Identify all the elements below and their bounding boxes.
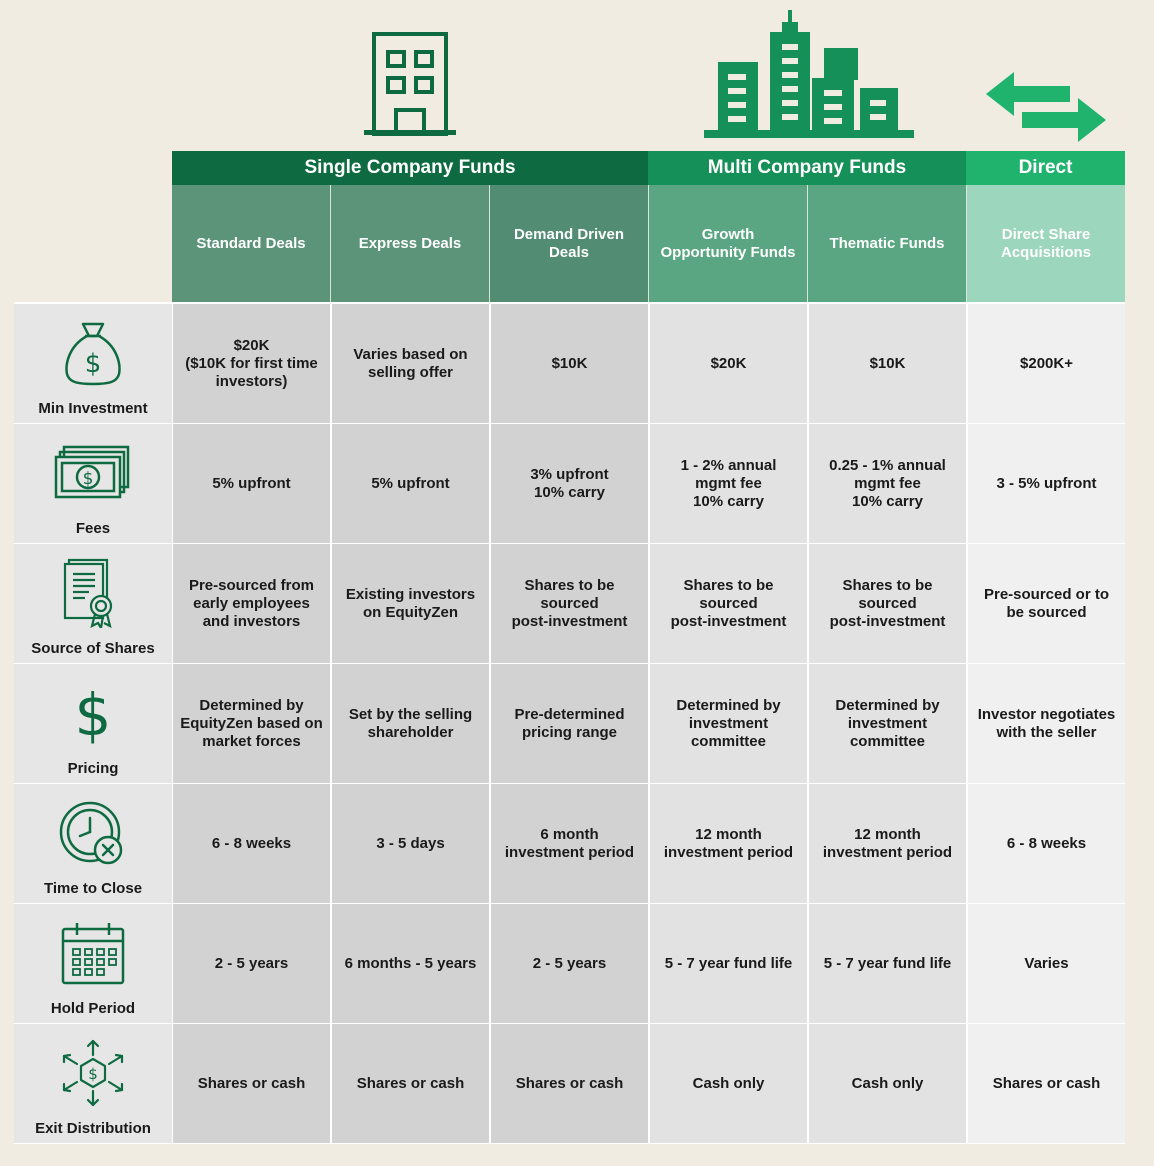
clock-icon <box>14 798 172 868</box>
column-growth-opportunity-funds: Growth Opportunity Funds <box>649 185 807 302</box>
cell-min-investment-demand: $10K <box>491 304 648 423</box>
cell-exit-growth: Cash only <box>650 1024 807 1143</box>
group-label: Multi Company Funds <box>707 157 907 178</box>
svg-text:$: $ <box>74 681 112 745</box>
row-label-source-of-shares <box>14 544 172 663</box>
distribution-icon <box>14 1038 172 1108</box>
group-single-company-funds <box>172 151 648 185</box>
column-thematic-funds: Thematic Funds <box>808 185 966 302</box>
svg-text:$: $ <box>88 1065 98 1083</box>
dollar-sign-icon <box>14 678 172 748</box>
group-direct <box>966 151 1125 185</box>
cell-fees-direct: 3 - 5% upfront <box>968 424 1125 543</box>
office-building-icon <box>362 30 458 136</box>
cell-time-growth: 12 month investment period <box>650 784 807 903</box>
banknote-icon <box>14 438 172 508</box>
cell-pricing-demand: Pre-determined pricing range <box>491 664 648 783</box>
cell-min-investment-direct: $200K+ <box>968 304 1125 423</box>
money-bag-icon <box>14 318 172 388</box>
cell-min-investment-thematic: $10K <box>809 304 966 423</box>
cell-source-growth: Shares to be sourced post-investment <box>650 544 807 663</box>
row-label-exit-distribution <box>14 1024 172 1143</box>
row-label-text: Pricing <box>67 760 119 777</box>
column-direct-share-acquisitions: Direct Share Acquisitions <box>967 185 1125 302</box>
cell-pricing-direct: Investor negotiates with the seller <box>968 664 1125 783</box>
row-label-text: Exit Distribution <box>35 1120 151 1137</box>
transfer-arrows-icon <box>986 70 1108 144</box>
group-multi-company-funds <box>648 151 966 185</box>
column-demand-driven-deals: Demand Driven Deals <box>490 185 648 302</box>
cell-hold-direct: Varies <box>968 904 1125 1023</box>
column-express-deals: Express Deals <box>331 185 489 302</box>
cell-exit-demand: Shares or cash <box>491 1024 648 1143</box>
cell-hold-demand: 2 - 5 years <box>491 904 648 1023</box>
row-label-text: Min Investment <box>38 400 148 417</box>
svg-text:$: $ <box>82 469 94 489</box>
cell-fees-growth: 1 - 2% annual mgmt fee 10% carry <box>650 424 807 543</box>
cell-pricing-growth: Determined by investment committee <box>650 664 807 783</box>
cell-fees-demand: 3% upfront 10% carry <box>491 424 648 543</box>
cell-source-direct: Pre-sourced or to be sourced <box>968 544 1125 663</box>
cell-fees-express: 5% upfront <box>332 424 489 543</box>
cell-min-investment-growth: $20K <box>650 304 807 423</box>
cell-source-standard: Pre-sourced from early employees and investors <box>173 544 330 663</box>
row-label-text: Fees <box>75 520 111 537</box>
cell-time-direct: 6 - 8 weeks <box>968 784 1125 903</box>
cell-pricing-express: Set by the selling shareholder <box>332 664 489 783</box>
cell-exit-express: Shares or cash <box>332 1024 489 1143</box>
column-standard-deals: Standard Deals <box>172 185 330 302</box>
cell-exit-standard: Shares or cash <box>173 1024 330 1143</box>
cell-pricing-standard: Determined by EquityZen based on market forces <box>173 664 330 783</box>
cell-time-standard: 6 - 8 weeks <box>173 784 330 903</box>
cell-fees-thematic: 0.25 - 1% annual mgmt fee 10% carry <box>809 424 966 543</box>
cell-min-investment-standard: $20K ($10K for first time investors) <box>173 304 330 423</box>
cell-hold-standard: 2 - 5 years <box>173 904 330 1023</box>
svg-text:$: $ <box>84 349 102 379</box>
cell-min-investment-express: Varies based on selling offer <box>332 304 489 423</box>
cell-hold-growth: 5 - 7 year fund life <box>650 904 807 1023</box>
cell-pricing-thematic: Determined by investment committee <box>809 664 966 783</box>
row-label-text: Time to Close <box>43 880 143 897</box>
city-skyline-icon <box>702 8 916 138</box>
row-label-time-to-close <box>14 784 172 903</box>
cell-hold-thematic: 5 - 7 year fund life <box>809 904 966 1023</box>
group-label: Single Company Funds <box>304 157 516 178</box>
cell-source-thematic: Shares to be sourced post-investment <box>809 544 966 663</box>
row-label-min-investment <box>14 304 172 423</box>
row-label-pricing <box>14 664 172 783</box>
row-label-fees <box>14 424 172 543</box>
cell-time-demand: 6 month investment period <box>491 784 648 903</box>
cell-exit-thematic: Cash only <box>809 1024 966 1143</box>
row-label-text: Hold Period <box>50 1000 136 1017</box>
cell-time-express: 3 - 5 days <box>332 784 489 903</box>
group-label: Direct <box>1018 157 1073 178</box>
cell-hold-express: 6 months - 5 years <box>332 904 489 1023</box>
cell-exit-direct: Shares or cash <box>968 1024 1125 1143</box>
cell-time-thematic: 12 month investment period <box>809 784 966 903</box>
cell-source-demand: Shares to be sourced post-investment <box>491 544 648 663</box>
cell-fees-standard: 5% upfront <box>173 424 330 543</box>
cell-source-express: Existing investors on EquityZen <box>332 544 489 663</box>
row-label-hold-period <box>14 904 172 1023</box>
row-label-text: Source of Shares <box>31 640 155 657</box>
certificate-icon <box>14 558 172 628</box>
calendar-icon <box>14 918 172 988</box>
